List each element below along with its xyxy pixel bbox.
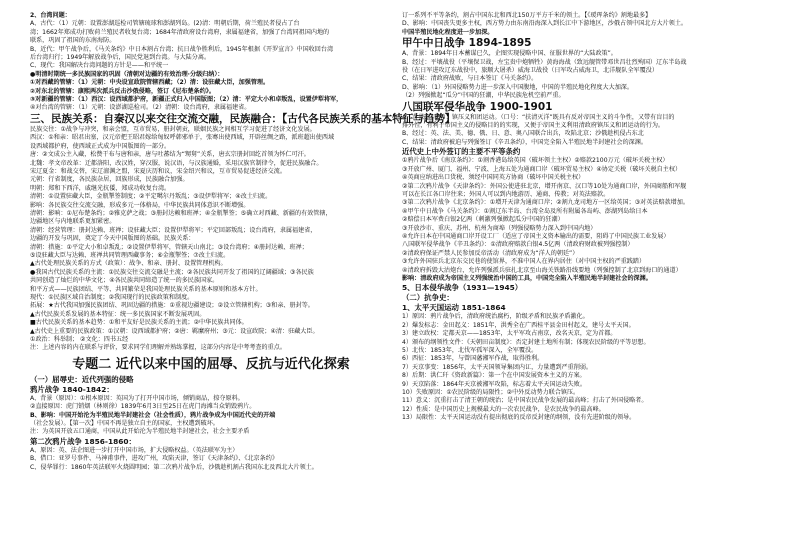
- right-column-line: ③开放沙市、重庆、苏州、杭州为商埠（列强侵略势力深入到中国内地）: [402, 224, 597, 232]
- left-column-line: 鸦片战争 1840-1842：: [30, 384, 114, 394]
- right-column-line: 10）失败原因：①农民阶级的局限性；②中外反动势力联合镇压。: [402, 389, 580, 397]
- right-column-line: 近代史上中外签订的主要不平等条约: [402, 147, 521, 157]
- right-column-line: ①鸦片战争后《南京条约》：①割香港岛给英国（破坏领土主权）②赔款2100万元（破坏关税主权）: [402, 157, 669, 165]
- right-column-line: C、结果：清政府被迫与列强签订《辛丑条约》，中国完全陷入半殖民地半封建社会的深渊。: [402, 138, 647, 146]
- right-column-line: ④清政府拆毁大沽炮台，允许列强派兵驻扎北京至山海关铁路沿线要地（列强控制了北京到海口的通道）: [402, 266, 682, 274]
- left-column-line: 边疆的开发与巩固，奠定了今天中国版图的基础。民族关系：: [30, 235, 195, 243]
- right-column-line: 1、太平天国运动 1851-1864: [402, 303, 506, 313]
- left-column-line: ②直接原因：虎门销烟（林则徐）1839年6月3日至25日在虎门海滩当众销毁鸦片。: [30, 403, 256, 411]
- right-column-line: B、经过：英、法、美、德、俄、日、意、奥八国联合出兵，攻陷北京；沙俄趁机侵占东北: [402, 130, 644, 138]
- left-column-line: 唐：②文成公主入藏，松赞干布与唐和亲，唐与吐蕃结为“甥舅”关系，唐玄宗册封回纥首领为怀仁可汗。: [30, 151, 310, 159]
- right-column-line: ③允许外国驻兵北京东交民巷的使馆界，不准中国人在界内居住（对中国主权的严重践踏）: [402, 258, 646, 266]
- left-column-line: 注：上述内容的内在联系与评价，要求同学们理解并熟练掌握，这部分内容是中考考查的重点。: [30, 344, 286, 352]
- left-column-line: 专题二 近代以来中国的屈辱、反抗与近代化探索: [72, 356, 350, 372]
- right-column-line: （二）抗争史：: [402, 293, 454, 303]
- right-column-line: 甲午中日战争 1894-1895: [402, 37, 532, 50]
- left-column-line: 共同创造了灿烂的中华文化；④各民族共同缔造了统一的多民族国家。: [30, 277, 219, 285]
- left-column-line: ①政治：科举制； ②文化：四书五经: [30, 336, 129, 344]
- left-column-line: ▲古代史上重要的民族政策：①汉朝：设西域都护府；②唐：羁縻府州；③元：设宣政院；④清：驻藏大臣。: [30, 327, 319, 335]
- left-column-line: B、借口：亚罗号事件、马神甫事件，进攻广州，攻陷天津，签订《天津条约》、《北京条约》: [30, 455, 278, 463]
- right-column-line: 5、日本侵华战争（1931—1945）: [402, 283, 523, 293]
- right-column-line: 役（在日军进攻辽东战役中，旅顺大屠杀）威海卫战役（日军攻占威海卫，北洋舰队全军覆没）: [402, 67, 658, 75]
- left-column-line: 第二次鸦片战争 1856-1860：: [30, 436, 136, 446]
- left-column-line: 湾；1662年郑成功打败荷兰殖民者收复台湾；1684年清政府设台湾府，隶属福建省，加强了台湾同祖国内地的: [30, 28, 330, 36]
- left-column-line: ②对东北的管辖：康熙两次派兵反击沙俄侵略，签订《尼布楚条约》。: [30, 87, 215, 95]
- left-column-line: 元朝：行省制度，各民族杂居，回族形成，民族融合加强。: [30, 176, 189, 184]
- right-column-line: ④英商应纳进出口货税、须经中国同英方协商（破坏中国关税主权）: [402, 174, 585, 182]
- left-column-line: ▲古代处理民族关系的方式（政策）：战争、和亲、册封、设置管理机构。: [30, 260, 227, 268]
- left-column-line: 注：为英国开放五口通商，中国从此开始沦为半殖民地半封建社会，社会主要矛盾: [30, 428, 250, 436]
- right-column-line: 可以在长江各口岸往来；外国人可以到内地游历、通商、传教；对英法赔款。: [402, 190, 610, 198]
- left-column-line: 清朝：影响：①尼布楚条约；②雅克萨之战；③册封达赖和班禅；④金瓶掣签；⑤确立对西藏、新疆的有效管辖，: [30, 209, 332, 217]
- left-column-line: （社会发展）。【第一次】中国不再是独立自主的国家，主权遭到破坏。: [30, 420, 219, 428]
- left-column-line: 清朝：①设置驻藏大臣，金瓶掣签制度；②平定噶尔丹叛乱；③设伊犁将军；④改土归流。: [30, 193, 272, 201]
- left-column-line: B、影响：中国开始沦为半殖民地半封建社会（社会性质），鸦片战争成为中国近代史的开端: [30, 411, 276, 419]
- right-column-line: C、结果：清政府战败，与日本签订《马关条约》。: [402, 75, 538, 83]
- left-column-line: 北魏：孝文帝改革：迁都洛阳，改汉姓，穿汉服，说汉语，与汉族通婚，采用汉族官制律令，促进民族融合。: [30, 159, 323, 167]
- left-column-line: ■古代民族关系的基本趋势：①和平友好是民族关系的主流；②中华民族共同体。: [30, 319, 248, 327]
- right-column-line: 13）局限性：太平天国运动没有提出彻底的反帝反封建的纲领，没有先进阶级的领导。: [402, 414, 636, 422]
- right-column-line: 3）建立政权：定都天京——1853年，太平军攻占南京，改名天京，定为首都。: [402, 330, 617, 338]
- left-column-line: 联系，巩固了祖国的东南海防。: [30, 37, 116, 45]
- right-column-line: ②赔偿日本军费白银2亿两（刺激列强掀起瓜分中国的狂潮）: [402, 216, 564, 224]
- left-column-line: A、原因：英、法企图进一步打开中国市场，扩大侵略权益。（英法联军为主）: [30, 446, 239, 454]
- right-column-line: 排外性，有利于帝国主义的侵略目的的实现，又便于帝国主义利用清政府镇压义和团运动的行为。: [402, 122, 665, 130]
- right-column-line: ④甲午中日战争《马关条约》：①割辽东半岛、台湾全岛及所有附属各岛屿、澎湖列岛给日本: [402, 207, 648, 215]
- left-column-line: 明朝：郑和下西洋，戚继光抗倭，郑成功收复台湾。: [30, 184, 171, 192]
- left-column-line: 设西域都护府，使西域正式成为中国版图的一部分。: [30, 142, 171, 150]
- left-column-line: 现代：①民族区域自治制度；②我国现行的民族政策和制度。: [30, 294, 194, 301]
- left-column-line: 影响：各民族交往交流交融，形成多元一体格局，中华民族共同体意识不断增强。: [30, 201, 250, 209]
- right-column-line: 中国半殖民地化程度进一步加深。: [402, 28, 494, 36]
- right-column-line: （2）列强掀起“瓜分”中国的狂潮，中华民族危机空前严重。: [402, 92, 565, 100]
- left-column-line: 三、民族关系：自秦汉以来交往交流交融，民族融合：【古代各民族关系的基本特征与趋势】: [30, 112, 456, 125]
- left-column-line: 宋辽夏金：和战交替，宋辽澶渊之盟，宋夏庆历和议，宋金绍兴和议，互市贸易促进经济交流。: [30, 167, 286, 175]
- left-column-line: B、近代：甲午战争后，《马关条约》中日本割占台湾；抗日战争胜利后，1945年根据《开罗宣言》中国收回台湾: [30, 45, 334, 53]
- left-column-line: 清朝：措施：①平定大小和卓叛乱；②设置伊犁将军，管辖天山南北；③设台湾府；④册封达赖、班禅；: [30, 243, 308, 251]
- left-column-line: 2、台湾问题：: [30, 12, 71, 19]
- right-column-line: 八国联军侵华战争《辛丑条约》：①清政府赔款白银4.5亿两（清政府财政被列强控制）: [402, 241, 634, 249]
- left-column-line: ⑤设驻藏大臣与达赖、班禅共同管理西藏事务；⑥金瓶掣签；⑦改土归流。: [30, 251, 230, 259]
- right-column-line: 6）西征：1853年，与曾国藩湘军作战，取得胜利。: [402, 355, 544, 363]
- left-column-line: ●我国古代民族关系的主流：①民族交往交流交融是主流；②各民族共同开发了祖国的辽阔疆域；③各民族: [30, 268, 314, 276]
- right-column-line: ②第二次鸦片战争《天津条约》：外国公使进驻北京，增开南京、汉口等10处为通商口岸，外国商船和军舰: [402, 182, 687, 190]
- left-column-line: ③对新疆的管辖：（1）西汉：设西域都护府，新疆正式归入中国版图；（2）清：平定大小和卓叛乱，设置伊犁将军，: [30, 96, 343, 104]
- right-column-line: 订一系列不平等条约，割占中国东北和西北150万平方千米的领土。【《瑷珲条约》割地最多】: [402, 12, 652, 19]
- right-column-line: 5）北伐：1853年，北伐军孤军深入，全军覆没。: [402, 347, 538, 354]
- left-column-line: 拓展：★古代我国加强民族团结、巩固边疆的措施：①重视边疆建设；②设立管辖机构；③和亲、册封等。: [30, 302, 314, 310]
- left-column-line: 和平方式——民族团结、平等、共同繁荣是我国处理民族关系的基本原则和基本方针。: [30, 285, 262, 293]
- right-column-line: 7）天京事变：1856年，太平天国领导集团内讧，力量遭到严重削弱。: [402, 363, 593, 371]
- left-column-line: 边疆地区与内地联系更加紧密。: [30, 218, 116, 226]
- right-column-line: A、背景：1894年日本蓄谋已久，企图实现侵略中国、征服世界的“大陆政策”。: [402, 50, 617, 58]
- right-column: [402, 12, 768, 544]
- right-column-line: 2）爆发标志：金田起义：1851年，洪秀全在广西桂平县金田村起义，建号太平天国。: [402, 321, 635, 329]
- right-column-line: 11）意义：沉重打击了清王朝的统治；是中国农民战争发展的最高峰；打击了外国侵略者。: [402, 397, 648, 405]
- right-column-line: D、影响：中国丧失更多主权，西方势力由东南沿海深入到长江中下游地区，沙俄占领中国北方大片领土。: [402, 20, 688, 28]
- left-column-line: ▲古代民族关系发展的基本特征：统一多民族国家不断发展巩固。: [30, 310, 206, 318]
- right-column-line: 8）后期：洪仁玕《资政新篇》：第一个在中国发展资本主义的方案。: [402, 372, 586, 380]
- right-column-line: 影响：清政府成为帝国主义列强统治中国的工具，中国完全陷入半殖民地半封建社会的深渊。: [402, 274, 652, 282]
- left-column-line: 清朝：经营管理：册封达赖、班禅；设驻藏大臣；设置伊犁将军；平定回部叛乱；设台湾府，隶属福建省，: [30, 226, 317, 234]
- left-column-line: ①对西藏的管辖：（1）元朝：中央设宣政院管辖西藏；（2）清：设驻藏大臣，加强管理。: [30, 79, 270, 87]
- left-column-line: 西汉：①和亲：昭君出塞，汉元帝把王昭君嫁给匈奴呼韩邪单于，张骞出使西域，开辟丝绸之路，派班超出使西域: [30, 134, 335, 142]
- left-column-line: 民族交往：①战争与冲突，和亲会盟，互市贸易，册封朝贡，联姻民族之间相互学习促进了经济文化发展。: [30, 125, 316, 133]
- left-column-line: C、现代：我国解决台湾问题的方针是——和平统一: [30, 62, 169, 70]
- right-column-line: 9）天京陷落：1864年天京被湘军攻陷，标志着太平天国运动失败。: [402, 380, 586, 388]
- left-column-line: ●明清时期统一多民族国家的巩固（清朝对边疆的有效治理·分级归纳）：: [30, 70, 224, 78]
- right-column-line: ④允许日本在中国通商口岸开设工厂（适应了帝国主义资本输出的需要，阻碍了中国民族工业发展）: [402, 232, 670, 240]
- left-column-line: A、古代：（1）元朝：设置澎湖巡检司管辖琉球和澎湖列岛。(2)清：明朝后期，荷兰殖民者侵占了台: [30, 20, 300, 28]
- right-column-line: 12）性质：是中国历史上规模最大的一次农民战争，是农民战争的最高峰。: [402, 405, 605, 413]
- right-column-line: B、经过：平壤战役（平壤保卫战，左宝贵中炮牺牲）黄海海战（致远舰管带邓世昌壮烈殉国）辽东半岛战: [402, 58, 687, 66]
- left-column-line: ④对台湾的管辖：（1）元朝：设澎湖巡检司。（2）清朝：设台湾府，隶属福建省。: [30, 104, 251, 112]
- left-column-line: （一）屈辱史：近代列强的侵略: [30, 374, 134, 384]
- right-column-line: 1）原因：鸦片战争后，清政府统治腐朽，阶级矛盾和民族矛盾激化。: [402, 313, 589, 321]
- right-column-line: D、影响：（1）外国侵略势力进一步深入中国腹地，中国的半殖民地化程度大大加深。: [402, 83, 633, 91]
- right-column-line: ③第二次鸦片战争《北京条约》：①增开天津为通商口岸；②割九龙司地方一区给英国；③对英法赔款增加。: [402, 199, 689, 207]
- right-column-line: 4）颁布的纲领性文件：《天朝田亩制度》：否定封建土地所有制；体现农民阶级的平等思想。: [402, 338, 650, 346]
- right-column-line: ②清政府保证严禁人民参加反帝活动（清政府成为“洋人的朝廷”）: [402, 249, 579, 257]
- right-column-line: A、背景（目的）：镇压义和团运动。（口号：“扶清灭洋”既具有反对帝国主义的斗争性，又带有盲目的: [402, 113, 675, 121]
- left-column-line: 后台湾归行；1949年解放战争后，国民党退到台湾。与大陆分离。: [30, 54, 211, 62]
- left-column-line: A、背景（原因）：①根本原因：英国为了打开中国市场，倾销商品，掠夺原料。: [30, 394, 244, 402]
- right-column-line: ③开放广州、厦门、福州、宁波、上海五处为通商口岸（破坏贸易主权）④协定关税（破坏关税自主权）: [402, 165, 682, 173]
- left-column-line: C、侵华罪行：1860年英法联军火烧圆明园；第二次鸦片战争后，沙俄趁机割占我国东北及西北大片领土。: [30, 463, 318, 471]
- right-column-line: 八国联军侵华战争 1900-1901: [402, 100, 553, 113]
